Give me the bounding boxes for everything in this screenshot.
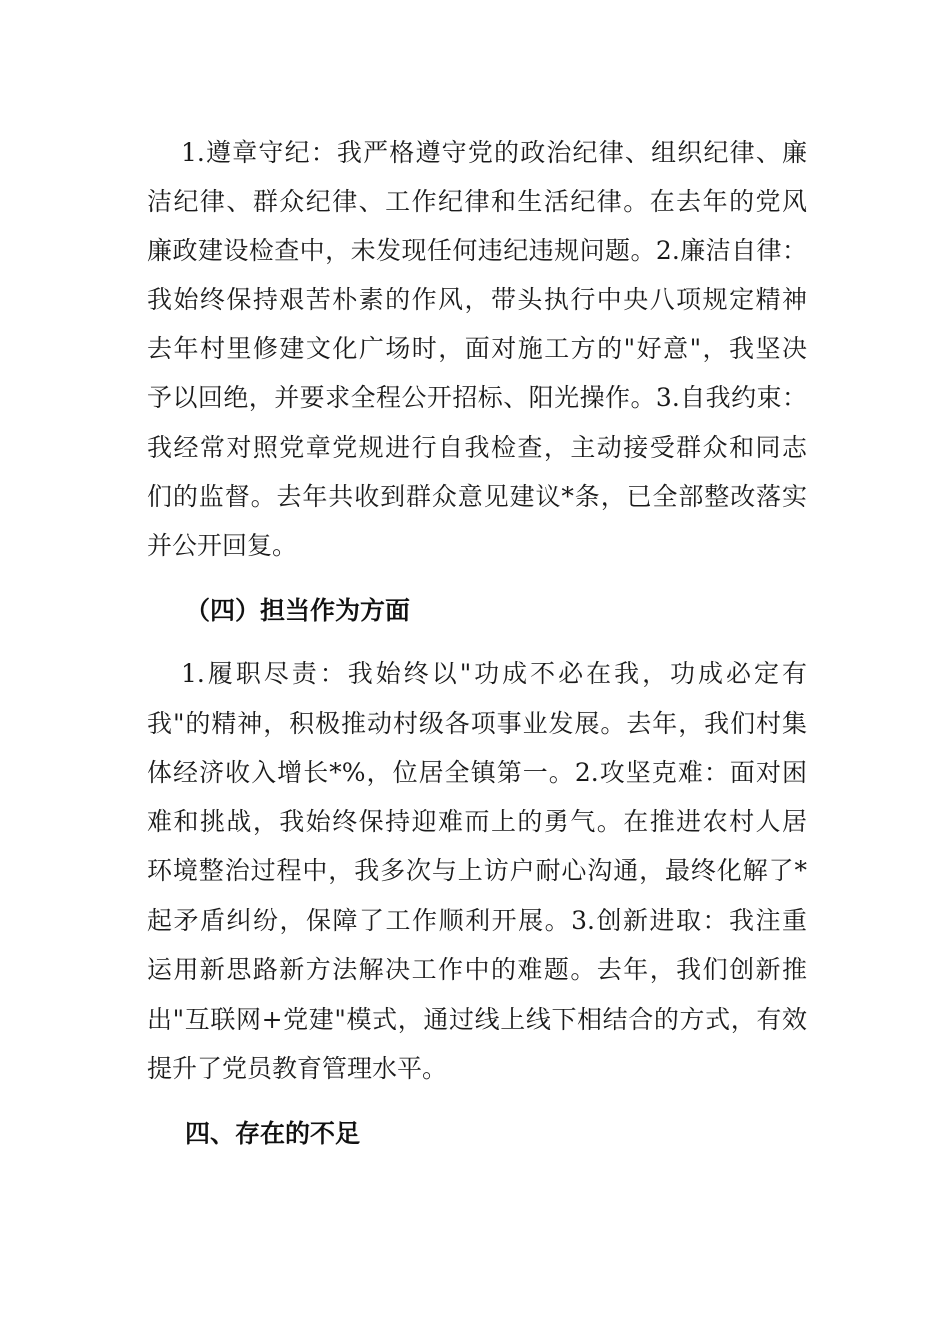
section-heading: （四）担当作为方面: [185, 596, 411, 625]
paragraph-1-line: 们的监督。去年共收到群众意见建议*条，已全部整改落实: [147, 482, 807, 511]
paragraph-1-line: 我经常对照党章党规进行自我检查，主动接受群众和同志: [147, 433, 807, 462]
paragraph-1-line: 去年村里修建文化广场时，面对施工方的"好意"，我坚决: [147, 334, 807, 363]
paragraph-1-line: 1.遵章守纪：我严格遵守党的政治纪律、组织纪律、廉: [181, 138, 807, 167]
paragraph-1-line: 廉政建设检查中，未发现任何违纪违规问题。2.廉洁自律：: [147, 236, 807, 265]
paragraph-2-line: 提升了党员教育管理水平。: [147, 1054, 448, 1083]
paragraph-2-line: 难和挑战，我始终保持迎难而上的勇气。在推进农村人居: [147, 807, 807, 836]
paragraph-2-line: 体经济收入增长*%，位居全镇第一。2.攻坚克难：面对困: [147, 758, 807, 787]
paragraph-2-line: 运用新思路新方法解决工作中的难题。去年，我们创新推: [147, 955, 807, 984]
paragraph-2-line: 1.履职尽责：我始终以"功成不必在我，功成必定有: [181, 659, 807, 688]
paragraph-1-line: 我始终保持艰苦朴素的作风，带头执行中央八项规定精神: [147, 285, 807, 314]
paragraph-2-line: 出"互联网+党建"模式，通过线上线下相结合的方式，有效: [147, 1005, 807, 1034]
section-heading: 四、存在的不足: [185, 1119, 361, 1148]
paragraph-1-line: 并公开回复。: [147, 531, 298, 560]
paragraph-2-line: 起矛盾纠纷，保障了工作顺利开展。3.创新进取：我注重: [147, 906, 807, 935]
paragraph-1-line: 洁纪律、群众纪律、工作纪律和生活纪律。在去年的党风: [147, 187, 807, 216]
paragraph-2-line: 我"的精神，积极推动村级各项事业发展。去年，我们村集: [147, 709, 807, 738]
paragraph-2-line: 环境整治过程中，我多次与上访户耐心沟通，最终化解了*: [147, 856, 807, 885]
paragraph-1-line: 予以回绝，并要求全程公开招标、阳光操作。3.自我约束：: [147, 383, 807, 412]
